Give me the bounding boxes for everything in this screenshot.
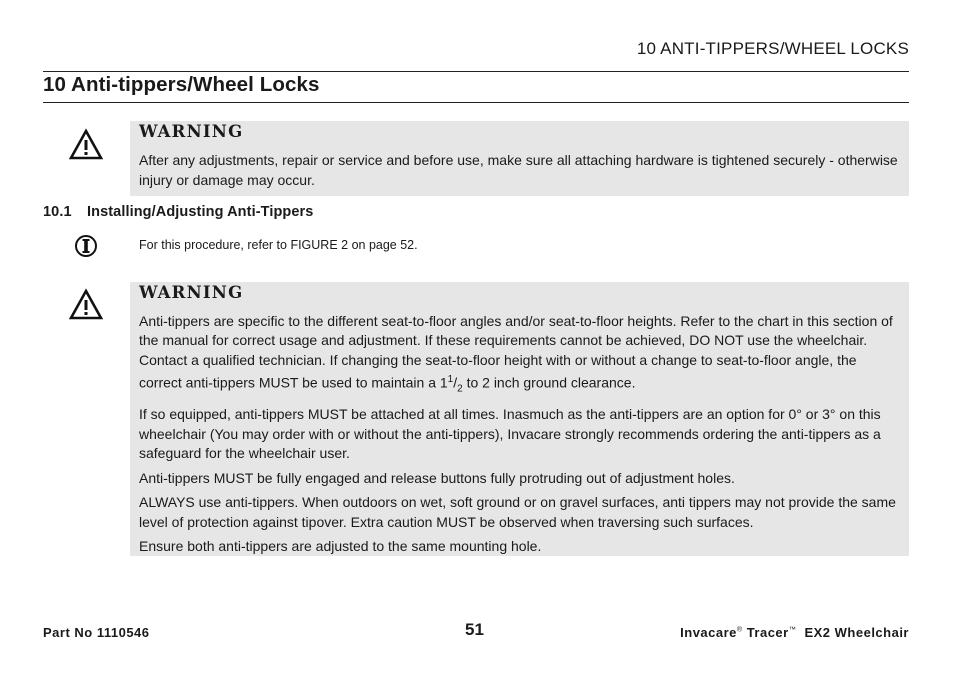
section-heading [43, 204, 313, 220]
warning-paragraph: Anti-tippers MUST be fully engaged and release buttons fully protruding out of adjustment holes. [139, 469, 735, 486]
warning-paragraph: If so equipped, anti-tippers MUST be attached at all times. Inasmuch as the anti-tippers are an option for 0° or 3° on this wheelchair (You may order with or without the anti-tippers), Invacare strongly recommends ordering the anti-tippers as a safeguard for the wheelchair user. [139, 406, 881, 462]
fraction-denominator: 2 [457, 383, 463, 395]
product-line: Tracer [742, 625, 789, 640]
chapter-title: 10 Anti-tippers/Wheel Locks [43, 73, 320, 96]
model-name: EX2 Wheelchair [796, 625, 909, 640]
brand-name: Invacare [680, 625, 737, 640]
warning-paragraph: ALWAYS use anti-tippers. When outdoors on wet, soft ground or on gravel surfaces, anti tippers may not provide the same level of protection against tipover. Extra caution MUST be observed when traversing such surfaces. [139, 494, 896, 530]
warning-box [130, 282, 909, 556]
warning-paragraph-tail: to 2 inch ground clearance. [462, 374, 636, 391]
warning-label: WARNING [139, 283, 244, 302]
page-number: 51 [465, 620, 484, 639]
fraction-slash: / [453, 374, 458, 391]
warning-triangle-icon [68, 128, 104, 161]
section-number: 10.1 [43, 204, 72, 220]
warning-text: After any adjustments, repair or service and before use, make sure all attaching hardware is tightened securely - otherwise injury or damage may occur. [139, 152, 898, 188]
running-header: 10 ANTI-TIPPERS/WHEEL LOCKS [636, 39, 909, 58]
top-rule [43, 71, 909, 72]
part-number: Part No 1110546 [43, 625, 150, 640]
note-text: For this procedure, refer to FIGURE 2 on page 52. [139, 238, 418, 252]
warning-paragraph [139, 312, 899, 399]
product-name [680, 625, 909, 640]
bottom-rule [43, 102, 909, 103]
warning-triangle-icon [68, 288, 104, 321]
warning-label: WARNING [139, 122, 244, 141]
warning-box [130, 121, 909, 196]
registered-mark: ® [736, 626, 743, 634]
warning-paragraph: Ensure both anti-tippers are adjusted to the same mounting hole. [139, 538, 542, 555]
trademark-mark: ™ [788, 626, 797, 634]
fraction-numerator: 1 [447, 374, 454, 386]
warning-paragraph-text: Anti-tippers are specific to the different seat-to-floor angles and/or seat-to-floor heights. Refer to the chart in this section of the manual for correct usage and adjustment. If these requirements cannot be achieved, DO NOT use the wheelchair. Contact a qualified technician. If changing the seat-to-floor height with or without a change to seat-to-floor angle, the correct anti-tippers MUST be used to maintain a 1 [139, 313, 893, 391]
section-title: Installing/Adjusting Anti-Tippers [87, 204, 314, 220]
info-circle-icon [74, 234, 98, 258]
